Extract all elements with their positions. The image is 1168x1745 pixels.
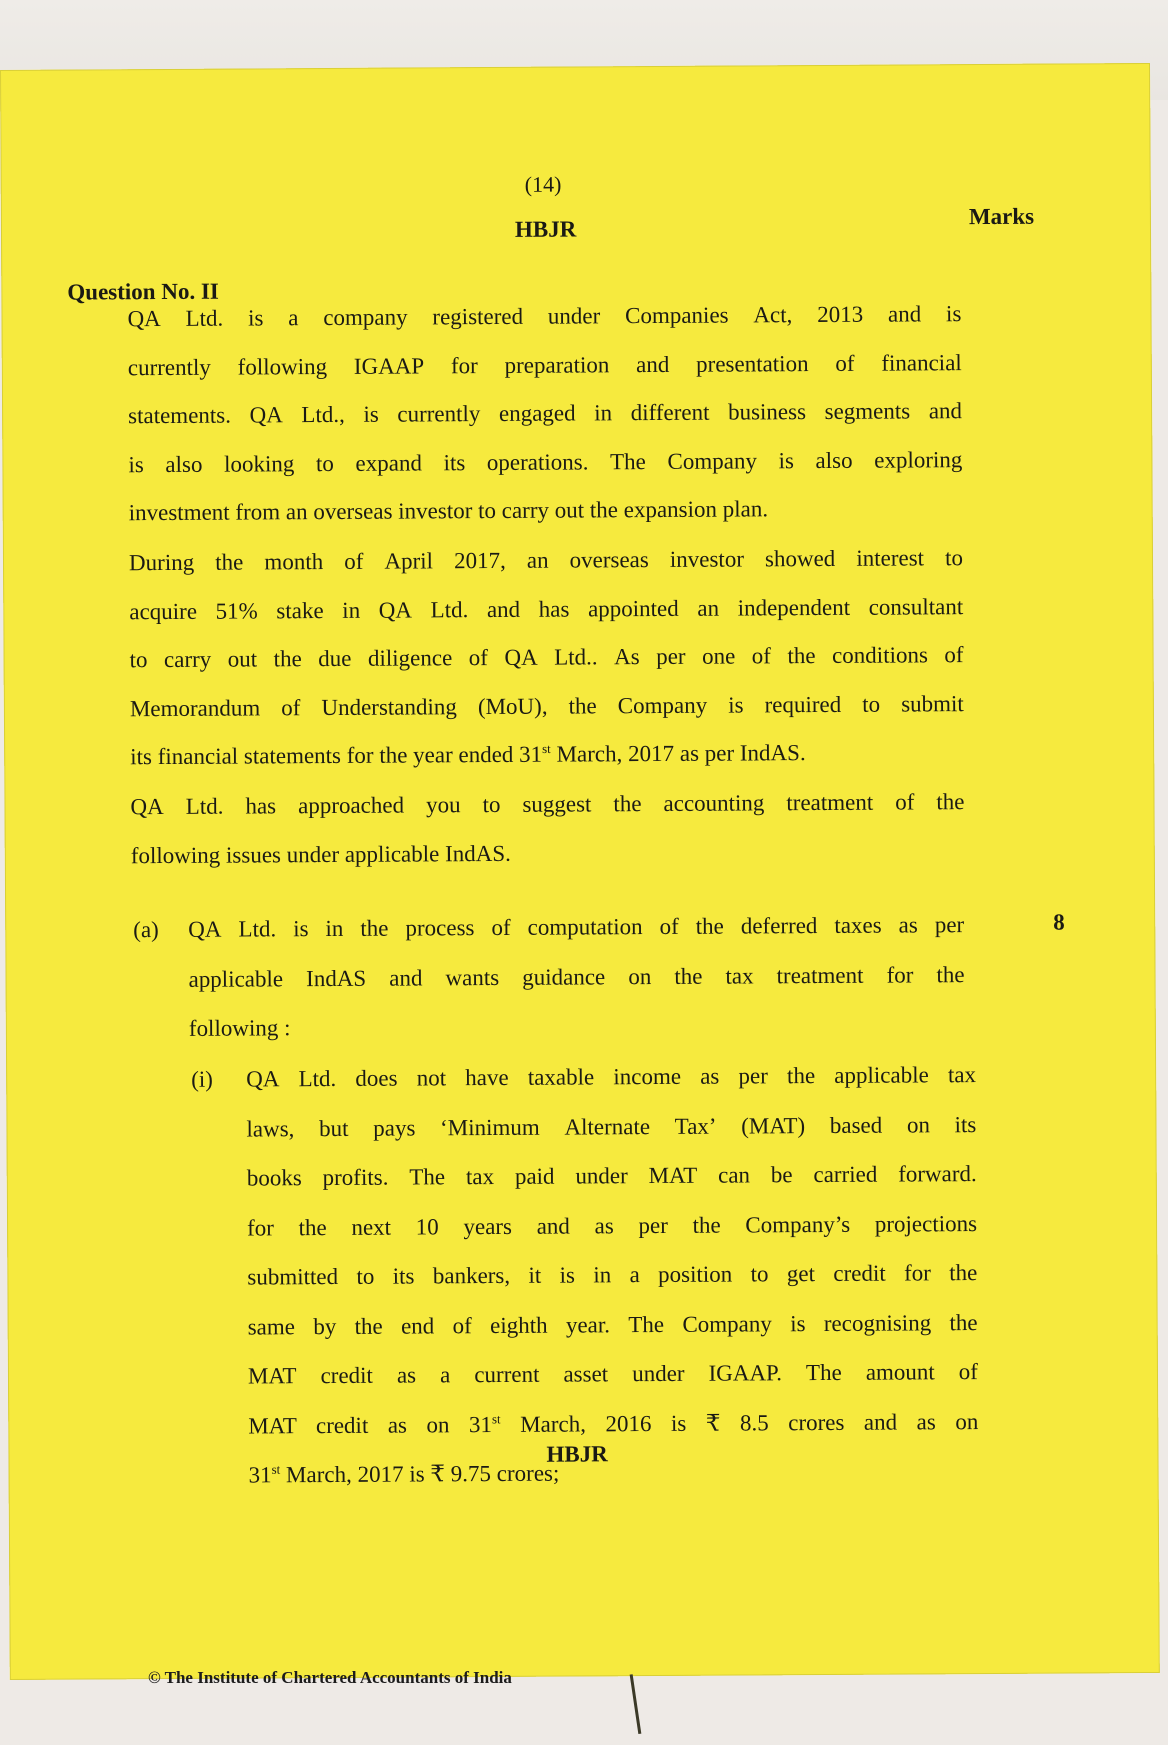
paper-code-header: HBJR bbox=[514, 216, 577, 242]
ordinal-superscript: st bbox=[491, 1410, 501, 1426]
text-line: laws, but pays ‘Minimum Alternate Tax’ (MAT) based on its bbox=[246, 1111, 977, 1142]
part-a-i-text bbox=[246, 1050, 979, 1500]
text-line: QA Ltd. has approached you to suggest the accounting treatment of the bbox=[130, 789, 965, 820]
text-line: QA Ltd. is in the process of computation of the deferred taxes as per bbox=[188, 912, 965, 942]
text-line: 31st March, 2017 is ₹ 9.75 crores; bbox=[248, 1460, 560, 1488]
text-line: to carry out the due diligence of QA Ltd.. As per one of the conditions of bbox=[129, 642, 964, 673]
text-line: investment from an overseas investor to carry out the expansion plan. bbox=[128, 496, 769, 526]
question-number: Question No. II bbox=[67, 278, 219, 305]
text-line: QA Ltd. does not have taxable income as per the applicable tax bbox=[246, 1062, 977, 1092]
text-line: same by the end of eighth year. The Company is recognising the bbox=[247, 1309, 978, 1340]
request-paragraph bbox=[130, 778, 965, 880]
page-number: (14) bbox=[524, 171, 562, 197]
text-line: following : bbox=[188, 1015, 291, 1041]
text-line: its financial statements for the year ended 31st March, 2017 as per IndAS. bbox=[130, 740, 806, 770]
text-line: is also looking to expand its operations. The Company is also exploring bbox=[128, 446, 963, 477]
text-line: QA Ltd. is a company registered under Companies Act, 2013 and is bbox=[127, 301, 962, 332]
text-line: statements. QA Ltd., is currently engaged in different business segments and bbox=[128, 398, 963, 429]
text-line: following issues under applicable IndAS. bbox=[130, 840, 511, 868]
text-line: for the next 10 years and as per the Company’s projections bbox=[246, 1210, 978, 1241]
text-line: acquire 51% stake in QA Ltd. and has appointed an independent consultant bbox=[129, 593, 964, 624]
paper-tear-mark bbox=[630, 1674, 642, 1734]
text-line: currently following IGAAP for preparation and presentation of financial bbox=[127, 349, 962, 380]
part-a-text bbox=[188, 900, 965, 1053]
intro-paragraph bbox=[127, 290, 962, 538]
text-line: Memorandum of Understanding (MoU), the Company is required to submit bbox=[129, 690, 964, 721]
text-line: MAT credit as a current asset under IGAAP. The amount of bbox=[247, 1359, 979, 1389]
text-line: submitted to its bankers, it is in a position to get credit for the bbox=[247, 1260, 978, 1290]
text-line: During the month of April 2017, an overseas investor showed interest to bbox=[128, 545, 964, 576]
ordinal-superscript: st bbox=[542, 740, 551, 757]
part-a-i-label: (i) bbox=[191, 1066, 213, 1092]
text-line: MAT credit as on 31st March, 2016 is ₹ 8.5 crores and as on bbox=[248, 1408, 979, 1439]
copyright-notice: © The Institute of Chartered Accountants of India bbox=[148, 1668, 512, 1687]
part-a-label: (a) bbox=[133, 917, 159, 943]
text-line: books profits. The tax paid under MAT can be carried forward. bbox=[246, 1161, 977, 1191]
part-a-marks: 8 bbox=[1053, 909, 1065, 935]
marks-heading: Marks bbox=[968, 203, 1035, 230]
paper-code-footer: HBJR bbox=[546, 1441, 608, 1467]
question-paper-sheet bbox=[0, 63, 1160, 1680]
text-line: applicable IndAS and wants guidance on the tax treatment for the bbox=[188, 961, 965, 992]
ordinal-superscript: st bbox=[271, 1461, 281, 1477]
investor-paragraph bbox=[129, 534, 964, 782]
